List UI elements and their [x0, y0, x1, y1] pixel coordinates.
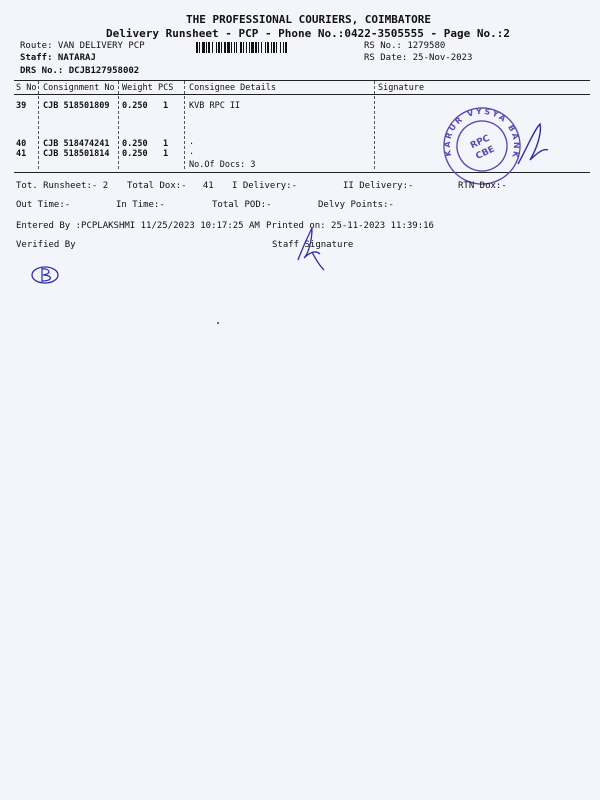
stamp-inner-line2: CBE: [474, 144, 497, 162]
row-consignment: CJB 518501809: [43, 101, 110, 111]
row-details: .: [189, 147, 195, 157]
row-pcs: 1: [163, 149, 169, 159]
stamp-outer-text: KARUR VYSYA BANK: [442, 106, 522, 161]
row-consignment: CJB 518501814: [43, 149, 110, 159]
runsheet-subtitle: Delivery Runsheet - PCP - Phone No.:0422-3505555 - Page No.:2: [106, 27, 510, 40]
in-time: In Time:-: [116, 200, 165, 210]
tot-runsheet: Tot. Runsheet:- 2: [16, 181, 109, 191]
entered-by: Entered By :PCPLAKSHMI 11/25/2023 10:17:25 AM: [16, 221, 260, 231]
i-delivery: I Delivery:-: [232, 181, 298, 191]
col-signature: Signature: [378, 83, 425, 93]
ii-delivery: II Delivery:-: [343, 181, 414, 191]
col-divider: [38, 81, 39, 169]
col-divider: [118, 81, 119, 169]
row-weight: 0.250: [122, 101, 148, 111]
stamp-inner-line1: RPC: [469, 133, 492, 152]
printed-on: Printed on: 25-11-2023 11:39:16: [266, 221, 434, 231]
col-divider: [374, 81, 375, 169]
table-header-line: [14, 94, 590, 95]
row-details: .: [189, 137, 195, 147]
col-consignee: Consignee Details: [189, 83, 276, 93]
route-label: Route: VAN DELIVERY PCP: [20, 41, 145, 51]
delvy-points: Delvy Points:-: [318, 200, 394, 210]
table-top-line: [14, 80, 590, 81]
rs-date: RS Date: 25-Nov-2023: [364, 53, 473, 63]
row-pcs: 1: [163, 101, 169, 111]
total-dox: Total Dox:- 41: [127, 181, 214, 191]
company-title: THE PROFESSIONAL COURIERS, COIMBATORE: [186, 13, 432, 26]
row-sno: 40: [16, 139, 27, 149]
receiver-signature: [512, 120, 552, 170]
rs-number: RS No.: 1279580: [364, 41, 446, 51]
row-weight: 0.250: [122, 149, 148, 159]
staff-signature: [290, 224, 330, 274]
col-pcs: PCS: [158, 83, 174, 93]
no-of-docs: No.Of Docs: 3: [189, 160, 256, 170]
staff-signature-label: Staff Signature: [272, 240, 354, 250]
row-consignment: CJB 518474241: [43, 139, 110, 149]
row-sno: 41: [16, 149, 27, 159]
verified-initials: [30, 264, 64, 286]
col-divider: [184, 81, 185, 169]
row-weight: 0.250: [122, 139, 148, 149]
drs-number: DRS No.: DCJB127958002: [20, 66, 140, 76]
dust-speck: [217, 322, 219, 324]
col-consignment: Consignment No: [43, 83, 115, 93]
barcode-image: [196, 42, 356, 53]
rtn-dox: RTN Dox:-: [458, 181, 507, 191]
total-pod: Total POD:-: [212, 200, 272, 210]
row-pcs: 1: [163, 139, 169, 149]
verified-by: Verified By: [16, 240, 76, 250]
row-details: KVB RPC II: [189, 101, 241, 111]
out-time: Out Time:-: [16, 200, 71, 210]
col-weight: Weight: [122, 83, 153, 93]
row-sno: 39: [16, 101, 27, 111]
col-sno: S No: [16, 83, 37, 93]
staff-label: Staff: NATARAJ: [20, 53, 96, 63]
